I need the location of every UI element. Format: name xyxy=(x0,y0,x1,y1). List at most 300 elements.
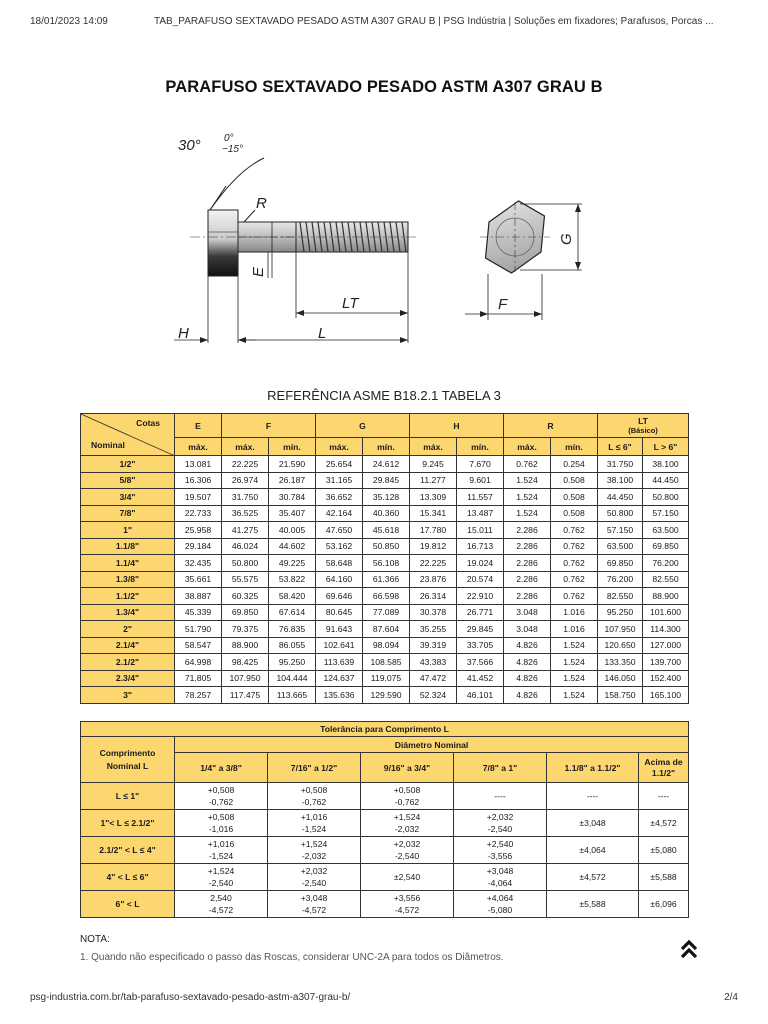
dimension-cell: 4.826 xyxy=(504,670,551,687)
dimension-cell: 53.822 xyxy=(269,571,316,588)
dimension-cell: 58.420 xyxy=(269,588,316,605)
print-datetime: 18/01/2023 14:09 xyxy=(30,16,108,27)
dimension-cell: 35.407 xyxy=(269,505,316,522)
dimension-cell: 158.750 xyxy=(598,687,643,704)
tolerance-value: -0,762 xyxy=(301,797,327,807)
dimension-cell: 80.645 xyxy=(316,604,363,621)
angle-tol-minus: −15° xyxy=(222,144,243,155)
dimension-cell: 135.636 xyxy=(316,687,363,704)
dimension-cell: 0.762 xyxy=(504,456,551,473)
dimension-cell: 0.508 xyxy=(551,505,598,522)
table-row xyxy=(81,654,689,671)
nominal-size-cell: 5/8" xyxy=(81,472,175,489)
bolt-technical-drawing xyxy=(160,128,610,353)
nominal-diameter-header: Diâmetro Nominal xyxy=(175,737,689,753)
tolerance-value: 2,540 xyxy=(210,893,232,903)
note-label: NOTA: xyxy=(80,934,110,945)
dimension-cell: 45.339 xyxy=(175,604,222,621)
dimension-cell: 0.762 xyxy=(551,522,598,539)
dimension-cell: 22.225 xyxy=(222,456,269,473)
dimension-cell: 9.601 xyxy=(457,472,504,489)
dimension-cell: 16.713 xyxy=(457,538,504,555)
nominal-size-cell: 3" xyxy=(81,687,175,704)
dimension-cell: 1.524 xyxy=(551,687,598,704)
diameter-col-6-line1: Acima de xyxy=(644,756,683,767)
dimension-cell: 26.187 xyxy=(269,472,316,489)
table-row xyxy=(81,670,689,687)
dimension-cell: 133.350 xyxy=(598,654,643,671)
page-title: PARAFUSO SEXTAVADO PESADO ASTM A307 GRAU B xyxy=(165,78,603,96)
table-row xyxy=(81,637,689,654)
dimension-cell: 19.024 xyxy=(457,555,504,572)
corner-header-cotas: Cotas xyxy=(136,418,160,428)
table-row xyxy=(81,837,689,864)
dimension-cell: 44.602 xyxy=(269,538,316,555)
subheader-cell: máx. xyxy=(222,438,269,456)
tolerance-value: -0,762 xyxy=(394,797,420,807)
tolerance-cell: ±6,096 xyxy=(639,891,689,918)
dimension-cell: 38.100 xyxy=(643,456,689,473)
tolerance-cell: ±5,080 xyxy=(639,837,689,864)
tolerance-cell xyxy=(454,891,547,918)
tolerance-cell: ±5,588 xyxy=(547,891,639,918)
corner-header-cell xyxy=(81,414,175,456)
angle-tol-plus: 0° xyxy=(224,133,234,144)
dimension-cell: 88.900 xyxy=(222,637,269,654)
tolerance-value: -4,572 xyxy=(394,905,420,915)
dimension-cell: 16.306 xyxy=(175,472,222,489)
table-row xyxy=(81,864,689,891)
tolerance-cell xyxy=(361,810,454,837)
g-label: G xyxy=(558,233,575,245)
dimension-cell: 35.128 xyxy=(363,489,410,506)
dimension-cell: 0.508 xyxy=(551,489,598,506)
tolerance-value: +0,508 xyxy=(393,785,421,795)
dimension-cell: 58.547 xyxy=(175,637,222,654)
dimension-cell: 91.643 xyxy=(316,621,363,638)
tolerance-value: -3,556 xyxy=(487,851,513,861)
scroll-to-top-button[interactable] xyxy=(678,938,700,960)
dimension-cell: 42.164 xyxy=(316,505,363,522)
dimension-cell: 32.435 xyxy=(175,555,222,572)
diameter-col-1: 1/4" a 3/8" xyxy=(175,753,268,783)
dimension-cell: 40.005 xyxy=(269,522,316,539)
nominal-size-cell: 2.3/4" xyxy=(81,670,175,687)
dimension-cell: 124.637 xyxy=(316,670,363,687)
dimension-cell: 46.024 xyxy=(222,538,269,555)
subheader-cell: L > 6" xyxy=(643,438,689,456)
browser-print-footer xyxy=(30,992,738,1006)
dimension-cell: 98.094 xyxy=(363,637,410,654)
subheader-cell: máx. xyxy=(504,438,551,456)
dimension-cell: 17.780 xyxy=(410,522,457,539)
tolerance-cell xyxy=(361,891,454,918)
dimension-cell: 11.557 xyxy=(457,489,504,506)
header-lt-sub: (Básico) xyxy=(628,425,658,435)
length-range-cell: 6" < L xyxy=(81,891,175,918)
dimension-cell: 98.425 xyxy=(222,654,269,671)
dimension-cell: 30.784 xyxy=(269,489,316,506)
tolerance-value: -1,016 xyxy=(208,824,234,834)
tolerance-value: +4,064 xyxy=(486,893,514,903)
tolerance-cell xyxy=(361,837,454,864)
tolerance-cell: ---- xyxy=(639,783,689,810)
h-label: H xyxy=(178,325,189,342)
dimension-cell: 24.612 xyxy=(363,456,410,473)
dimension-cell: 86.055 xyxy=(269,637,316,654)
dimension-cell: 19.812 xyxy=(410,538,457,555)
header-g: G xyxy=(316,414,410,438)
diameter-col-5: 1.1/8" a 1.1/2" xyxy=(547,753,639,783)
tolerance-value: +2,032 xyxy=(393,839,421,849)
header-e: E xyxy=(175,414,222,438)
dimension-cell: 57.150 xyxy=(643,505,689,522)
tolerance-value: -2,032 xyxy=(394,824,420,834)
dimension-cell: 29.845 xyxy=(363,472,410,489)
table-row xyxy=(81,489,689,506)
subheader-cell: mín. xyxy=(457,438,504,456)
dimension-cell: 21.590 xyxy=(269,456,316,473)
table-row xyxy=(81,810,689,837)
dimension-cell: 47.472 xyxy=(410,670,457,687)
dimension-cell: 1.016 xyxy=(551,621,598,638)
tolerance-title: Tolerância para Comprimento L xyxy=(81,722,689,737)
tolerance-cell: ±3,048 xyxy=(547,810,639,837)
tolerance-value: +0,508 xyxy=(207,812,235,822)
dimension-cell: 4.826 xyxy=(504,637,551,654)
tolerance-cell xyxy=(175,891,268,918)
table-row xyxy=(81,522,689,539)
nominal-size-cell: 1.1/2" xyxy=(81,588,175,605)
nominal-length-header xyxy=(81,737,175,783)
dimension-cell: 36.525 xyxy=(222,505,269,522)
dimension-cell: 102.641 xyxy=(316,637,363,654)
dimension-cell: 119.075 xyxy=(363,670,410,687)
nominal-size-cell: 1.1/4" xyxy=(81,555,175,572)
table-row xyxy=(81,588,689,605)
table-row xyxy=(81,472,689,489)
tolerance-value: +3,048 xyxy=(486,866,514,876)
dimension-cell: 146.050 xyxy=(598,670,643,687)
dimension-cell: 55.575 xyxy=(222,571,269,588)
dimension-cell: 114.300 xyxy=(643,621,689,638)
tolerance-value: +3,556 xyxy=(393,893,421,903)
dimension-cell: 2.286 xyxy=(504,522,551,539)
dimension-cell: 50.800 xyxy=(598,505,643,522)
dimension-cell: 35.661 xyxy=(175,571,222,588)
tolerance-cell xyxy=(454,864,547,891)
nominal-size-cell: 1.3/8" xyxy=(81,571,175,588)
dimension-cell: 69.850 xyxy=(222,604,269,621)
subheader-cell: L ≤ 6" xyxy=(598,438,643,456)
dimension-cell: 0.762 xyxy=(551,538,598,555)
dimension-cell: 4.826 xyxy=(504,687,551,704)
nominal-size-cell: 7/8" xyxy=(81,505,175,522)
tolerance-cell xyxy=(268,837,361,864)
nominal-size-cell: 2.1/2" xyxy=(81,654,175,671)
dimension-cell: 1.016 xyxy=(551,604,598,621)
reference-caption: REFERÊNCIA ASME B18.2.1 TABELA 3 xyxy=(267,388,501,403)
nominal-size-cell: 1" xyxy=(81,522,175,539)
dimension-cell: 127.000 xyxy=(643,637,689,654)
nominal-length-header-line2: Nominal L xyxy=(106,760,149,771)
dimension-cell: 38.100 xyxy=(598,472,643,489)
tolerance-value: +3,048 xyxy=(300,893,328,903)
diameter-col-6 xyxy=(639,753,689,783)
nominal-size-cell: 2.1/4" xyxy=(81,637,175,654)
dimension-cell: 30.378 xyxy=(410,604,457,621)
e-label: E xyxy=(250,266,267,277)
dimension-cell: 139.700 xyxy=(643,654,689,671)
subheader-cell: mín. xyxy=(363,438,410,456)
tolerance-value: -2,540 xyxy=(487,824,513,834)
table-row xyxy=(81,783,689,810)
header-lt-label: LT xyxy=(638,415,648,426)
dimension-cell: 36.652 xyxy=(316,489,363,506)
dimension-cell: 40.360 xyxy=(363,505,410,522)
tolerance-cell: ±5,588 xyxy=(639,864,689,891)
dimension-cell: 43.383 xyxy=(410,654,457,671)
dimension-cell: 0.762 xyxy=(551,588,598,605)
tolerance-cell xyxy=(361,864,454,891)
tolerance-value: -1,524 xyxy=(301,824,327,834)
dimension-cell: 57.150 xyxy=(598,522,643,539)
diameter-col-4: 7/8" a 1" xyxy=(454,753,547,783)
dimension-cell: 95.250 xyxy=(598,604,643,621)
dimension-cell: 2.286 xyxy=(504,555,551,572)
tolerance-value: -4,572 xyxy=(208,905,234,915)
diameter-col-6-line2: 1.1/2" xyxy=(651,767,676,778)
dimension-cell: 113.665 xyxy=(269,687,316,704)
dimension-cell: 44.450 xyxy=(643,472,689,489)
dimension-cell: 15.341 xyxy=(410,505,457,522)
tolerance-value: ---- xyxy=(494,791,506,801)
dimension-cell: 56.108 xyxy=(363,555,410,572)
dimension-cell: 13.487 xyxy=(457,505,504,522)
f-label: F xyxy=(498,296,508,313)
dimension-cell: 76.835 xyxy=(269,621,316,638)
print-page-title: TAB_PARAFUSO SEXTAVADO PESADO ASTM A307 GRAU B | PSG Indústria | Soluções em fixadores; Parafusos, Porcas ... xyxy=(154,16,714,27)
dimension-cell: 3.048 xyxy=(504,604,551,621)
tolerance-cell xyxy=(454,810,547,837)
dimensions-table xyxy=(80,413,689,704)
tolerance-cell xyxy=(268,810,361,837)
dimension-cell: 53.162 xyxy=(316,538,363,555)
dimension-cell: 82.550 xyxy=(643,571,689,588)
dimension-cell: 45.618 xyxy=(363,522,410,539)
dimension-cell: 44.450 xyxy=(598,489,643,506)
dimension-cell: 63.500 xyxy=(643,522,689,539)
subheader-cell: mín. xyxy=(269,438,316,456)
dimension-cell: 29.184 xyxy=(175,538,222,555)
corner-header-nominal: Nominal xyxy=(91,440,125,450)
dimension-cell: 25.654 xyxy=(316,456,363,473)
dimension-cell: 82.550 xyxy=(598,588,643,605)
dimension-cell: 88.900 xyxy=(643,588,689,605)
subheader-cell: máx. xyxy=(316,438,363,456)
tolerance-value: +0,508 xyxy=(207,785,235,795)
dimension-cell: 2.286 xyxy=(504,538,551,555)
dimension-cell: 64.160 xyxy=(316,571,363,588)
dimension-cell: 152.400 xyxy=(643,670,689,687)
dimension-cell: 0.762 xyxy=(551,571,598,588)
dimension-cell: 9.245 xyxy=(410,456,457,473)
tolerance-value: +1,524 xyxy=(393,812,421,822)
diameter-col-3: 9/16" a 3/4" xyxy=(361,753,454,783)
dimension-cell: 39.319 xyxy=(410,637,457,654)
dimension-cell: 41.452 xyxy=(457,670,504,687)
dimension-cell: 22.910 xyxy=(457,588,504,605)
dimension-cell: 46.101 xyxy=(457,687,504,704)
dimension-cell: 2.286 xyxy=(504,588,551,605)
tolerance-cell xyxy=(175,864,268,891)
dimension-cell: 3.048 xyxy=(504,621,551,638)
dimension-cell: 76.200 xyxy=(643,555,689,572)
tolerance-value: -4,572 xyxy=(301,905,327,915)
dimension-cell: 26.314 xyxy=(410,588,457,605)
tolerance-value: +1,524 xyxy=(300,839,328,849)
print-page-number: 2/4 xyxy=(724,992,738,1003)
nominal-size-cell: 3/4" xyxy=(81,489,175,506)
dimension-cell: 69.850 xyxy=(598,555,643,572)
table-row xyxy=(81,456,689,473)
dimension-cell: 79.375 xyxy=(222,621,269,638)
dimension-cell: 64.998 xyxy=(175,654,222,671)
dimension-cell: 117.475 xyxy=(222,687,269,704)
tolerance-cell: ±4,064 xyxy=(547,837,639,864)
tolerance-value: +1,016 xyxy=(207,839,235,849)
dimension-cell: 38.887 xyxy=(175,588,222,605)
tolerance-value: -2,540 xyxy=(208,878,234,888)
tolerance-cell xyxy=(268,864,361,891)
subheader-cell: máx. xyxy=(410,438,457,456)
dimension-cell: 29.845 xyxy=(457,621,504,638)
dimension-cell: 60.325 xyxy=(222,588,269,605)
dimension-cell: 77.089 xyxy=(363,604,410,621)
header-h: H xyxy=(410,414,504,438)
tolerance-value: +1,524 xyxy=(207,866,235,876)
tolerance-value: -2,032 xyxy=(301,851,327,861)
dimension-cell: 129.590 xyxy=(363,687,410,704)
tolerance-value: -2,540 xyxy=(301,878,327,888)
dimension-cell: 37.566 xyxy=(457,654,504,671)
tolerance-cell xyxy=(268,891,361,918)
dimension-cell: 51.790 xyxy=(175,621,222,638)
dimension-cell: 0.762 xyxy=(551,555,598,572)
dimension-cell: 101.600 xyxy=(643,604,689,621)
length-range-cell: 1"< L ≤ 2.1/2" xyxy=(81,810,175,837)
dimension-cell: 1.524 xyxy=(551,670,598,687)
dimension-cell: 4.826 xyxy=(504,654,551,671)
dimension-cell: 0.254 xyxy=(551,456,598,473)
dimension-cell: 1.524 xyxy=(504,505,551,522)
dimension-cell: 1.524 xyxy=(504,472,551,489)
header-lt xyxy=(598,414,689,438)
dimension-cell: 1.524 xyxy=(551,654,598,671)
tolerance-cell xyxy=(175,783,268,810)
nominal-size-cell: 1.1/8" xyxy=(81,538,175,555)
l-label: L xyxy=(318,325,327,342)
double-chevron-up-icon xyxy=(678,938,700,960)
dimension-cell: 31.165 xyxy=(316,472,363,489)
tolerance-cell xyxy=(268,783,361,810)
dimension-cell: 50.800 xyxy=(222,555,269,572)
dimension-cell: 104.444 xyxy=(269,670,316,687)
bolt-head xyxy=(208,210,238,276)
tolerance-value: +0,508 xyxy=(300,785,328,795)
tolerance-value: +2,032 xyxy=(300,866,328,876)
table-row xyxy=(81,505,689,522)
dimension-cell: 69.850 xyxy=(643,538,689,555)
nominal-size-cell: 2" xyxy=(81,621,175,638)
tolerance-cell xyxy=(175,837,268,864)
tolerance-value: ±2,540 xyxy=(393,872,421,882)
dimension-cell: 52.324 xyxy=(410,687,457,704)
tolerance-value: -2,540 xyxy=(394,851,420,861)
dimension-cell: 113.639 xyxy=(316,654,363,671)
dimension-cell: 33.705 xyxy=(457,637,504,654)
dimension-cell: 58.648 xyxy=(316,555,363,572)
dimension-cell: 66.598 xyxy=(363,588,410,605)
dimension-cell: 76.200 xyxy=(598,571,643,588)
dimension-cell: 49.225 xyxy=(269,555,316,572)
tolerance-cell: ---- xyxy=(547,783,639,810)
dimension-cell: 1.524 xyxy=(551,637,598,654)
length-range-cell: 4" < L ≤ 6" xyxy=(81,864,175,891)
dimension-cell: 47.650 xyxy=(316,522,363,539)
length-range-cell: 2.1/2" < L ≤ 4" xyxy=(81,837,175,864)
dimension-cell: 13.081 xyxy=(175,456,222,473)
radius-label: R xyxy=(256,195,267,212)
dimension-cell: 23.876 xyxy=(410,571,457,588)
dimension-cell: 25.958 xyxy=(175,522,222,539)
dimension-cell: 1.524 xyxy=(504,489,551,506)
dimension-cell: 20.574 xyxy=(457,571,504,588)
diameter-col-2: 7/16" a 1/2" xyxy=(268,753,361,783)
dimension-cell: 61.366 xyxy=(363,571,410,588)
dimension-cell: 78.257 xyxy=(175,687,222,704)
dimension-cell: 120.650 xyxy=(598,637,643,654)
nominal-size-cell: 1.3/4" xyxy=(81,604,175,621)
dimension-cell: 22.225 xyxy=(410,555,457,572)
dimension-cell: 31.750 xyxy=(598,456,643,473)
tolerance-value: -0,762 xyxy=(208,797,234,807)
tolerance-cell: ±4,572 xyxy=(547,864,639,891)
tolerance-value: -1,524 xyxy=(208,851,234,861)
nominal-size-cell: 1/2" xyxy=(81,456,175,473)
tolerance-value: +2,540 xyxy=(486,839,514,849)
dimension-cell: 13.309 xyxy=(410,489,457,506)
dimension-cell: 50.850 xyxy=(363,538,410,555)
dimension-cell: 107.950 xyxy=(598,621,643,638)
nominal-length-header-line1: Comprimento xyxy=(99,747,156,758)
table-row xyxy=(81,555,689,572)
subheader-cell: mín. xyxy=(551,438,598,456)
tolerance-cell xyxy=(454,837,547,864)
dimension-cell: 69.646 xyxy=(316,588,363,605)
dimension-cell: 35.255 xyxy=(410,621,457,638)
angle-label: 30° xyxy=(178,137,201,154)
subheader-cell: máx. xyxy=(175,438,222,456)
tolerance-cell: ±4,572 xyxy=(639,810,689,837)
tolerance-value: -5,080 xyxy=(487,905,513,915)
table-row xyxy=(81,891,689,918)
tolerance-value: -4,064 xyxy=(487,878,513,888)
browser-print-header xyxy=(30,16,738,30)
length-tolerance-table xyxy=(80,721,689,918)
table-row xyxy=(81,687,689,704)
dimension-cell: 108.585 xyxy=(363,654,410,671)
